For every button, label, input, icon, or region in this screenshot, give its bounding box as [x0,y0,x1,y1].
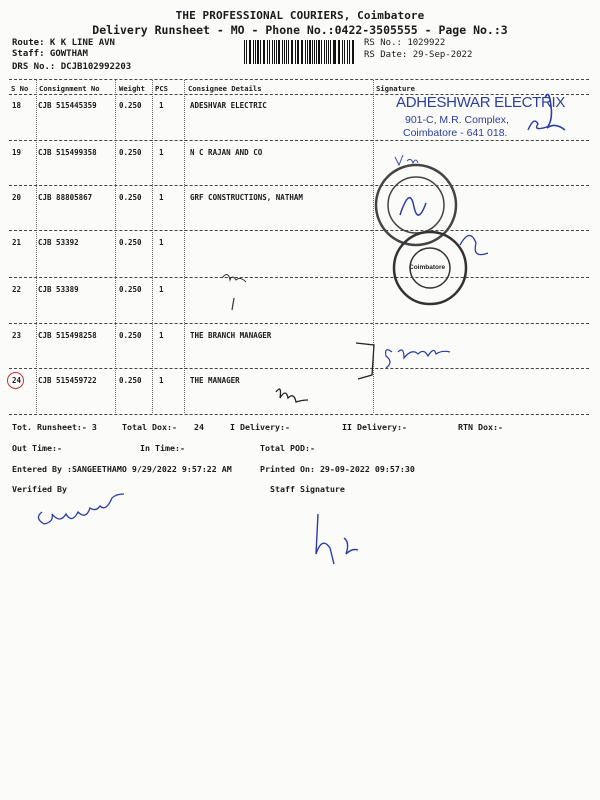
row-consignment: CJB 515498258 [38,331,97,340]
row-pcs: 1 [159,331,164,340]
ii-delivery-label: II Delivery:- [342,422,407,432]
adheshwar-stamp-address: Coimbatore - 641 018. [403,127,508,139]
runsheet-title: Delivery Runsheet - MO - Phone No.:0422-3505555 - Page No.:3 [92,23,508,37]
col-header-weight: Weight [119,84,145,93]
row-pcs: 1 [159,376,164,385]
col-header-signature: Signature [376,84,415,93]
col-header-consignment: Consignment No [39,84,100,93]
signature-mark [545,94,565,130]
row-weight: 0.250 [119,193,142,202]
row-weight: 0.250 [119,238,142,247]
select-stamp [376,165,456,245]
row-weight: 0.250 [119,331,142,340]
row-consignee: N C RAJAN AND CO [190,148,263,157]
row-sno: 19 [12,148,22,157]
signature-mark [222,274,246,282]
row-sno: 20 [12,193,22,202]
row-weight: 0.250 [119,101,142,110]
row-sno: 21 [12,238,22,247]
entered-by: Entered By :SANGEETHAMO 9/29/2022 9:57:22 AM [12,464,232,474]
adheshwar-stamp-address: 901-C, M.R. Complex, [405,114,509,126]
total-dox-label: Total Dox:- [122,422,177,432]
drs-number: DRS No.: DCJB102992203 [12,62,132,72]
staff-label: Staff: GOWTHAM [12,49,88,59]
total-dox-value: 24 [194,422,204,432]
in-time-label: In Time:- [140,443,185,453]
row-consignee: ADESHVAR ELECTRIC [190,101,267,110]
route-label: Route: K K LINE AVN [12,38,115,48]
row-sno: 24 [12,376,22,385]
row-weight: 0.250 [119,285,142,294]
staff-handwritten-signature [316,514,358,564]
row-sno: 22 [12,285,22,294]
row-sno: 18 [12,101,22,110]
adheshwar-stamp-name: ADHESHWAR ELECTRIX [396,94,566,111]
row-consignment: CJB 88805867 [38,193,93,202]
signature-mark [400,198,426,215]
signature-mark [276,389,308,402]
verifier-signature [38,494,124,524]
row-consignment: CJB 515499358 [38,148,97,157]
total-runsheet: Tot. Runsheet:- 3 [12,422,97,432]
row-pcs: 1 [159,193,164,202]
row-consignment: CJB 53389 [38,285,79,294]
row-weight: 0.250 [119,148,142,157]
signature-mark [356,343,374,379]
row-sno: 23 [12,331,22,340]
col-header-sno: S No [11,84,29,93]
company-title: THE PROFESSIONAL COURIERS, Coimbatore [175,9,425,22]
row-consignment: CJB 53392 [38,238,79,247]
row-consignee: GRF CONSTRUCTIONS, NATHAM [190,193,303,202]
row-consignee: THE MANAGER [190,376,240,385]
signature-mark [528,121,550,130]
row-pcs: 1 [159,101,164,110]
col-header-consignee: Consignee Details [188,84,262,93]
row-consignee: THE BRANCH MANAGER [190,331,272,340]
row-pcs: 1 [159,238,164,247]
printed-on: Printed On: 29-09-2022 09:57:30 [260,464,415,474]
staff-signature-label: Staff Signature [270,484,345,494]
out-time-label: Out Time:- [12,443,62,453]
rs-number: RS No.: 1029922 [364,38,446,48]
jahnvi-stamp-center: Coimbatore [409,264,446,271]
verified-by-label: Verified By [12,484,67,494]
row-pcs: 1 [159,285,164,294]
rtn-dox-label: RTN Dox:- [458,422,503,432]
signature-mark [395,155,418,165]
total-pod-label: Total POD:- [260,443,315,453]
signature-mark [460,235,488,254]
signature-mark [386,350,450,368]
row-pcs: 1 [159,148,164,157]
col-header-pcs: PCS [155,84,168,93]
row-consignment: CJB 515445359 [38,101,97,110]
row-consignment: CJB 515459722 [38,376,97,385]
row-weight: 0.250 [119,376,142,385]
signature-mark [232,298,234,310]
i-delivery-label: I Delivery:- [230,422,290,432]
rs-date: RS Date: 29-Sep-2022 [364,50,473,60]
